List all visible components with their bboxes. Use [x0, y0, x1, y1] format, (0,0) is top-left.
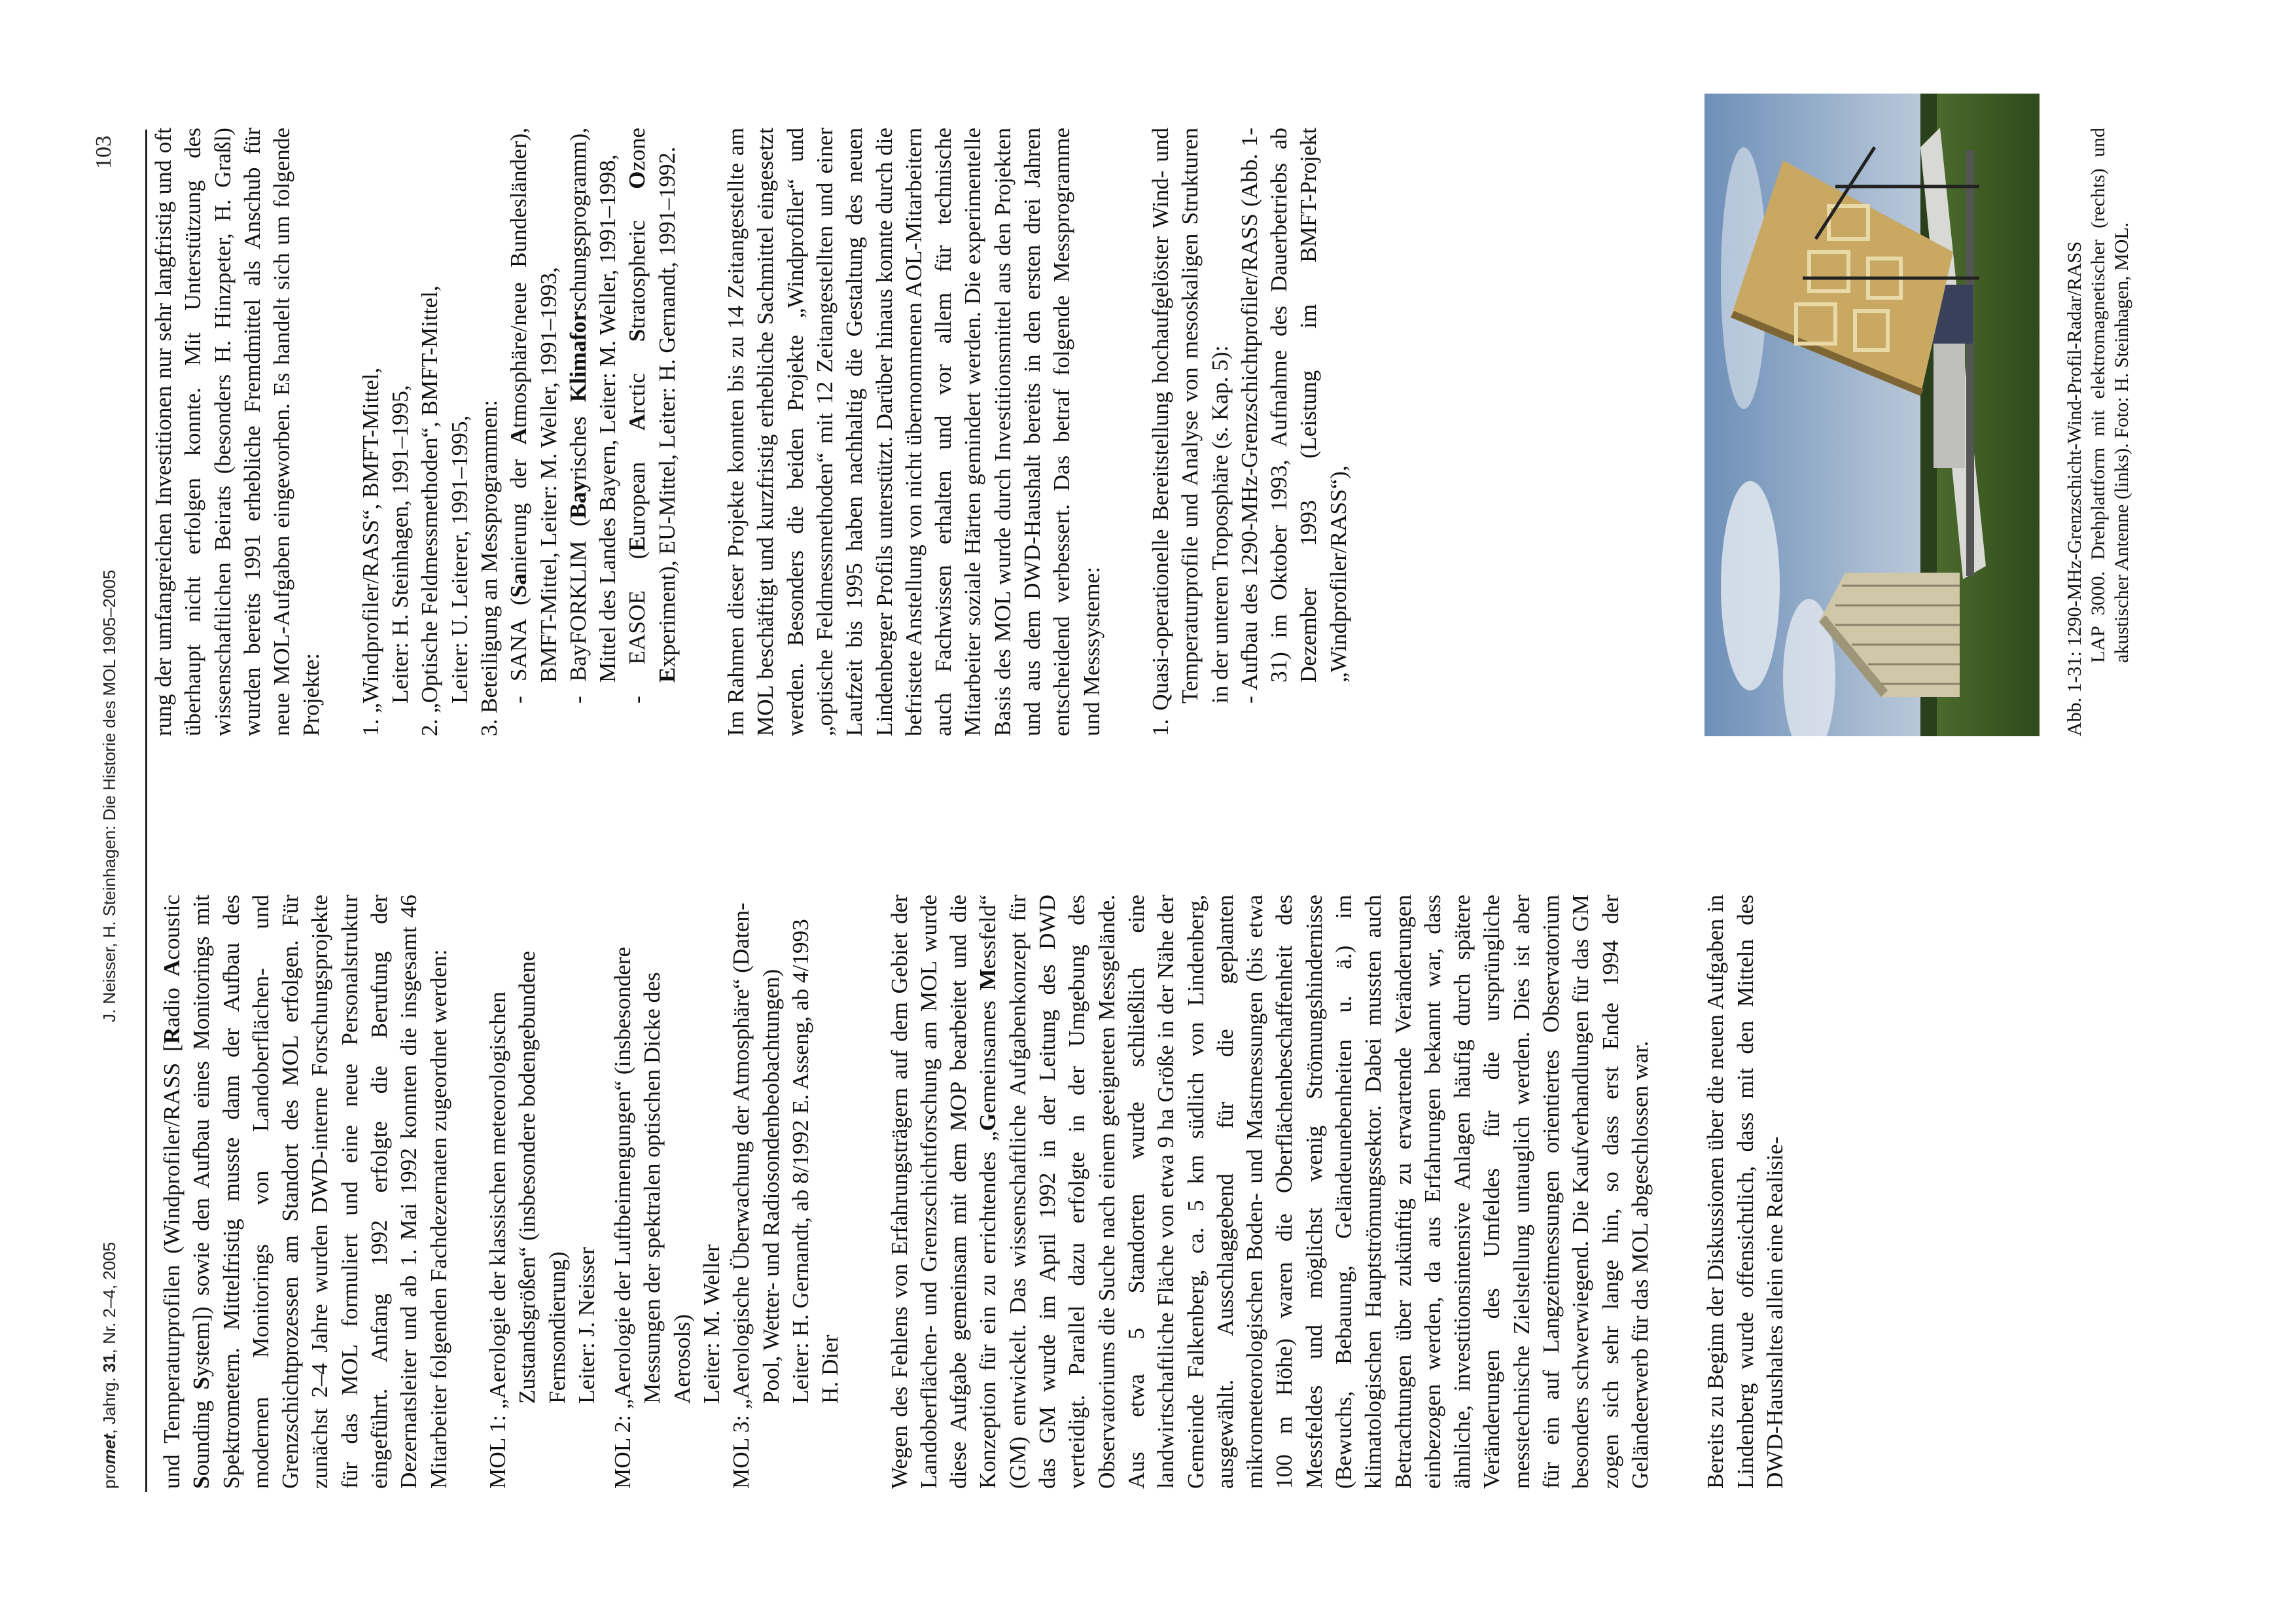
project-1: 1. „Windprofiler/RASS“, BMFT-Mittel,	[357, 367, 383, 736]
mol3-leader: Leiter: H. Gernandt, ab 8/1992 E. Asseng, ab 4/1993 H. Dier	[787, 919, 843, 1404]
mol1-item: MOL 1: „Aerologie der klassischen meteorologischen Zustandsgrößen“ (insbesondere bodengebundene Fernsondierung)	[484, 951, 570, 1489]
project-2-leader: Leiter: U. Leiterer, 1991–1995,	[446, 415, 472, 704]
paragraph: und Temperaturprofilen (Windprofiler/RASS [Radio Acoustic Sounding System]) sowie den Aufbau eines Monitorings mit Spektrometern. Mittelfristig musste dann der Aufbau des modernen Monitorings von Landoberflächen- und Grenzschichtprozessen am Standort des MOL erfolgen. Für zunächst 2–4 Jahre wurden DWD-interne Forschungsprojekte für das MOL formuliert und eine neue Personalstruktur eingeführt. Anfang 1992 erfolgte die Berufung der Dezernatsleiter und ab 1. Mai 1992 konnten die insgesamt 46 Mitarbeiter folgenden Fachdezernaten zugeordnet werden:	[159, 895, 451, 1489]
project-2: 2. „Optische Feldmessmethoden“, BMFT-Mittel,	[417, 285, 443, 736]
paragraph: Bereits zu Beginn der Diskussionen über die neuen Aufgaben in Lindenberg wurde offensichtlich, dass mit den Mitteln des DWD-Haushaltes allein eine Realisie-	[1703, 895, 1788, 1489]
project-3: 3. Beteiligung an Messprogrammen:	[476, 399, 502, 736]
mol3-item: MOL 3: „Aerologische Überwachung der Atmosphäre“ (Daten-Pool, Wetter- und Radiosondenbeobachtungen)	[728, 902, 784, 1489]
project-1-leader: Leiter: H. Steinhagen, 1991–1995,	[387, 385, 414, 704]
mol2-leader: Leiter: M. Weller	[699, 1244, 725, 1404]
program-bayforklim: - BayFORKLIM (Bayrisches Klimaforschungsprogramm), Mittel des Landes Bayern, Leiter: M. Weller, 1991–1998,	[565, 128, 621, 704]
paragraph: Wegen des Fehlens von Erfahrungsträgern auf dem Gebiet der Landoberflächen- und Grenzschichtforschung am MOL wurde diese Aufgabe gemeinsam mit dem MOP bearbeitet und die Konzeption für ein zu errichtendes „Gemeinsames Messfeld“ (GM) entwickelt. Das wissenschaftliche Aufgabenkonzept für das GM wurde im April 1992 in der Leitung des DWD verteidigt. Parallel dazu erfolgte in der Umgebung des Observatoriums die Suche nach einem geeigneten Messgelände. Aus etwa 5 Standorten wurde schließlich eine landwirtschaftliche Fläche von etwa 9 ha Größe in der Nähe der Gemeinde Falkenberg, ca. 5 km südlich von Lindenberg, ausgewählt. Ausschlaggebend für die geplanten mikrometeorologischen Boden- und Mastmessungen (bis etwa 100 m Höhe) waren die Oberflächenbeschaffenheit des Messfeldes und möglichst wenig Strömungshindernisse (Bewuchs, Bebauung, Geländeunebenheiten u. ä.) im klimatologischen Hauptströmungssektor. Dabei mussten auch Betrachtungen über zukünftig zu erwartende Veränderungen einbezogen werden, da aus Erfahrungen bekannt war, dass ähnliche, investitionsintensive Anlagen häufig durch spätere Veränderungen des Umfeldes für die ursprüngliche messtechnische Zielstellung untauglich werden. Dies ist aber für ein auf Langzeitmessungen orientiertes Observatorium besonders schwerwiegend. Die Kaufverhandlungen für das GM zogen sich sehr lange hin, so dass erst Ende 1994 der Geländeerwerb für das MOL abgeschlossen war.	[886, 894, 1653, 1489]
header-rule	[145, 130, 147, 1492]
page-number: 103	[92, 135, 116, 169]
mol1-leader: Leiter: J. Neisser	[573, 1247, 599, 1404]
program-easoe: - EASOE (European Arctic Stratospheric Ozone Experiment), EU-Mittel, Leiter: H. Gernandt, 1991–1992.	[624, 128, 680, 704]
paragraph: Im Rahmen dieser Projekte konnten bis zu 14 Zeitangestellte am MOL beschäftigt und kurzfristig erhebliche Sachmittel eingesetzt werden. Besonders die beiden Projekte „Windprofiler“ und „optische Feldmessmethoden“ mit 12 Zeitangestellten und einer Laufzeit bis 1995 haben nachhaltig die Gestaltung des neuen Lindenberger Profils unterstützt. Darüber hinaus konnte durch die befristete Anstellung von nicht übernommenen AOL-Mitarbeitern auch Fachwissen erhalten und vor allem für technische Mitarbeiter soziale Härten gemindert werden. Die experimentelle Basis des MOL wurde durch Investitionsmittel aus den Projekten und aus dem DWD-Haushalt bereits in den ersten drei Jahren entscheidend verbessert. Das betraf folgende Messprogramme und Messsysteme:	[723, 128, 1104, 736]
mol2-item: MOL 2: „Aerologie der Luftbeimengungen“ (insbesondere Messungen der spektralen optischen Dicke des Aerosols)	[610, 946, 695, 1489]
program-sana: - SANA (Sanierung der Atmosphäre/neue Bundesländer), BMFT-Mittel, Leiter: M. Weller, 1991–1993,	[506, 128, 561, 704]
left-column	[157, 895, 1790, 1489]
journal-header: promet, Jahrg. 31, Nr. 2–4, 2005	[99, 1241, 119, 1489]
measurement-subitem: - Aufbau des 1290-MHz-Grenzschichtprofiler/RASS (Abb. 1-31) im Oktober 1993, Aufnahme des Dauerbetriebs ab Dezember 1993 (Leistung im BMFT-Projekt „Windprofiler/RASS“),	[1236, 128, 1351, 704]
right-column	[149, 128, 1353, 736]
measurement-item-1: 1. Quasi-operationelle Bereitstellung hochaufgelöster Wind- und Temperaturprofile und Analyse von mesoskaligen Strukturen in der unteren Troposphäre (s. Kap. 5):	[1147, 128, 1233, 736]
paragraph: rung der umfangreichen Investitionen nur sehr langfristig und oft überhaupt nicht erfolgen konnte. Mit Unterstützung des wissenschaftlichen Beirats (besonders H. Hinzpeter, H. Graßl) wurden bereits 1991 erhebliche Fremdmittel als Anschub für neue MOL-Aufgaben eingeworben. Es handelt sich um folgende Projekte:	[150, 128, 325, 736]
figure-caption: Abb. 1-31: 1290-MHz-Grenzschicht-Wind-Profil-Radar/RASS LAP 3000. Drehplattform mit elektromagnetischer (rechts) und akustischer Antenne (links). Foto: H. Steinhagen, MOL.	[2064, 128, 2132, 736]
radar-photo	[1704, 94, 2040, 736]
article-header: J. Neisser, H. Steinhagen: Die Historie des MOL 1905–2005	[99, 569, 119, 1022]
